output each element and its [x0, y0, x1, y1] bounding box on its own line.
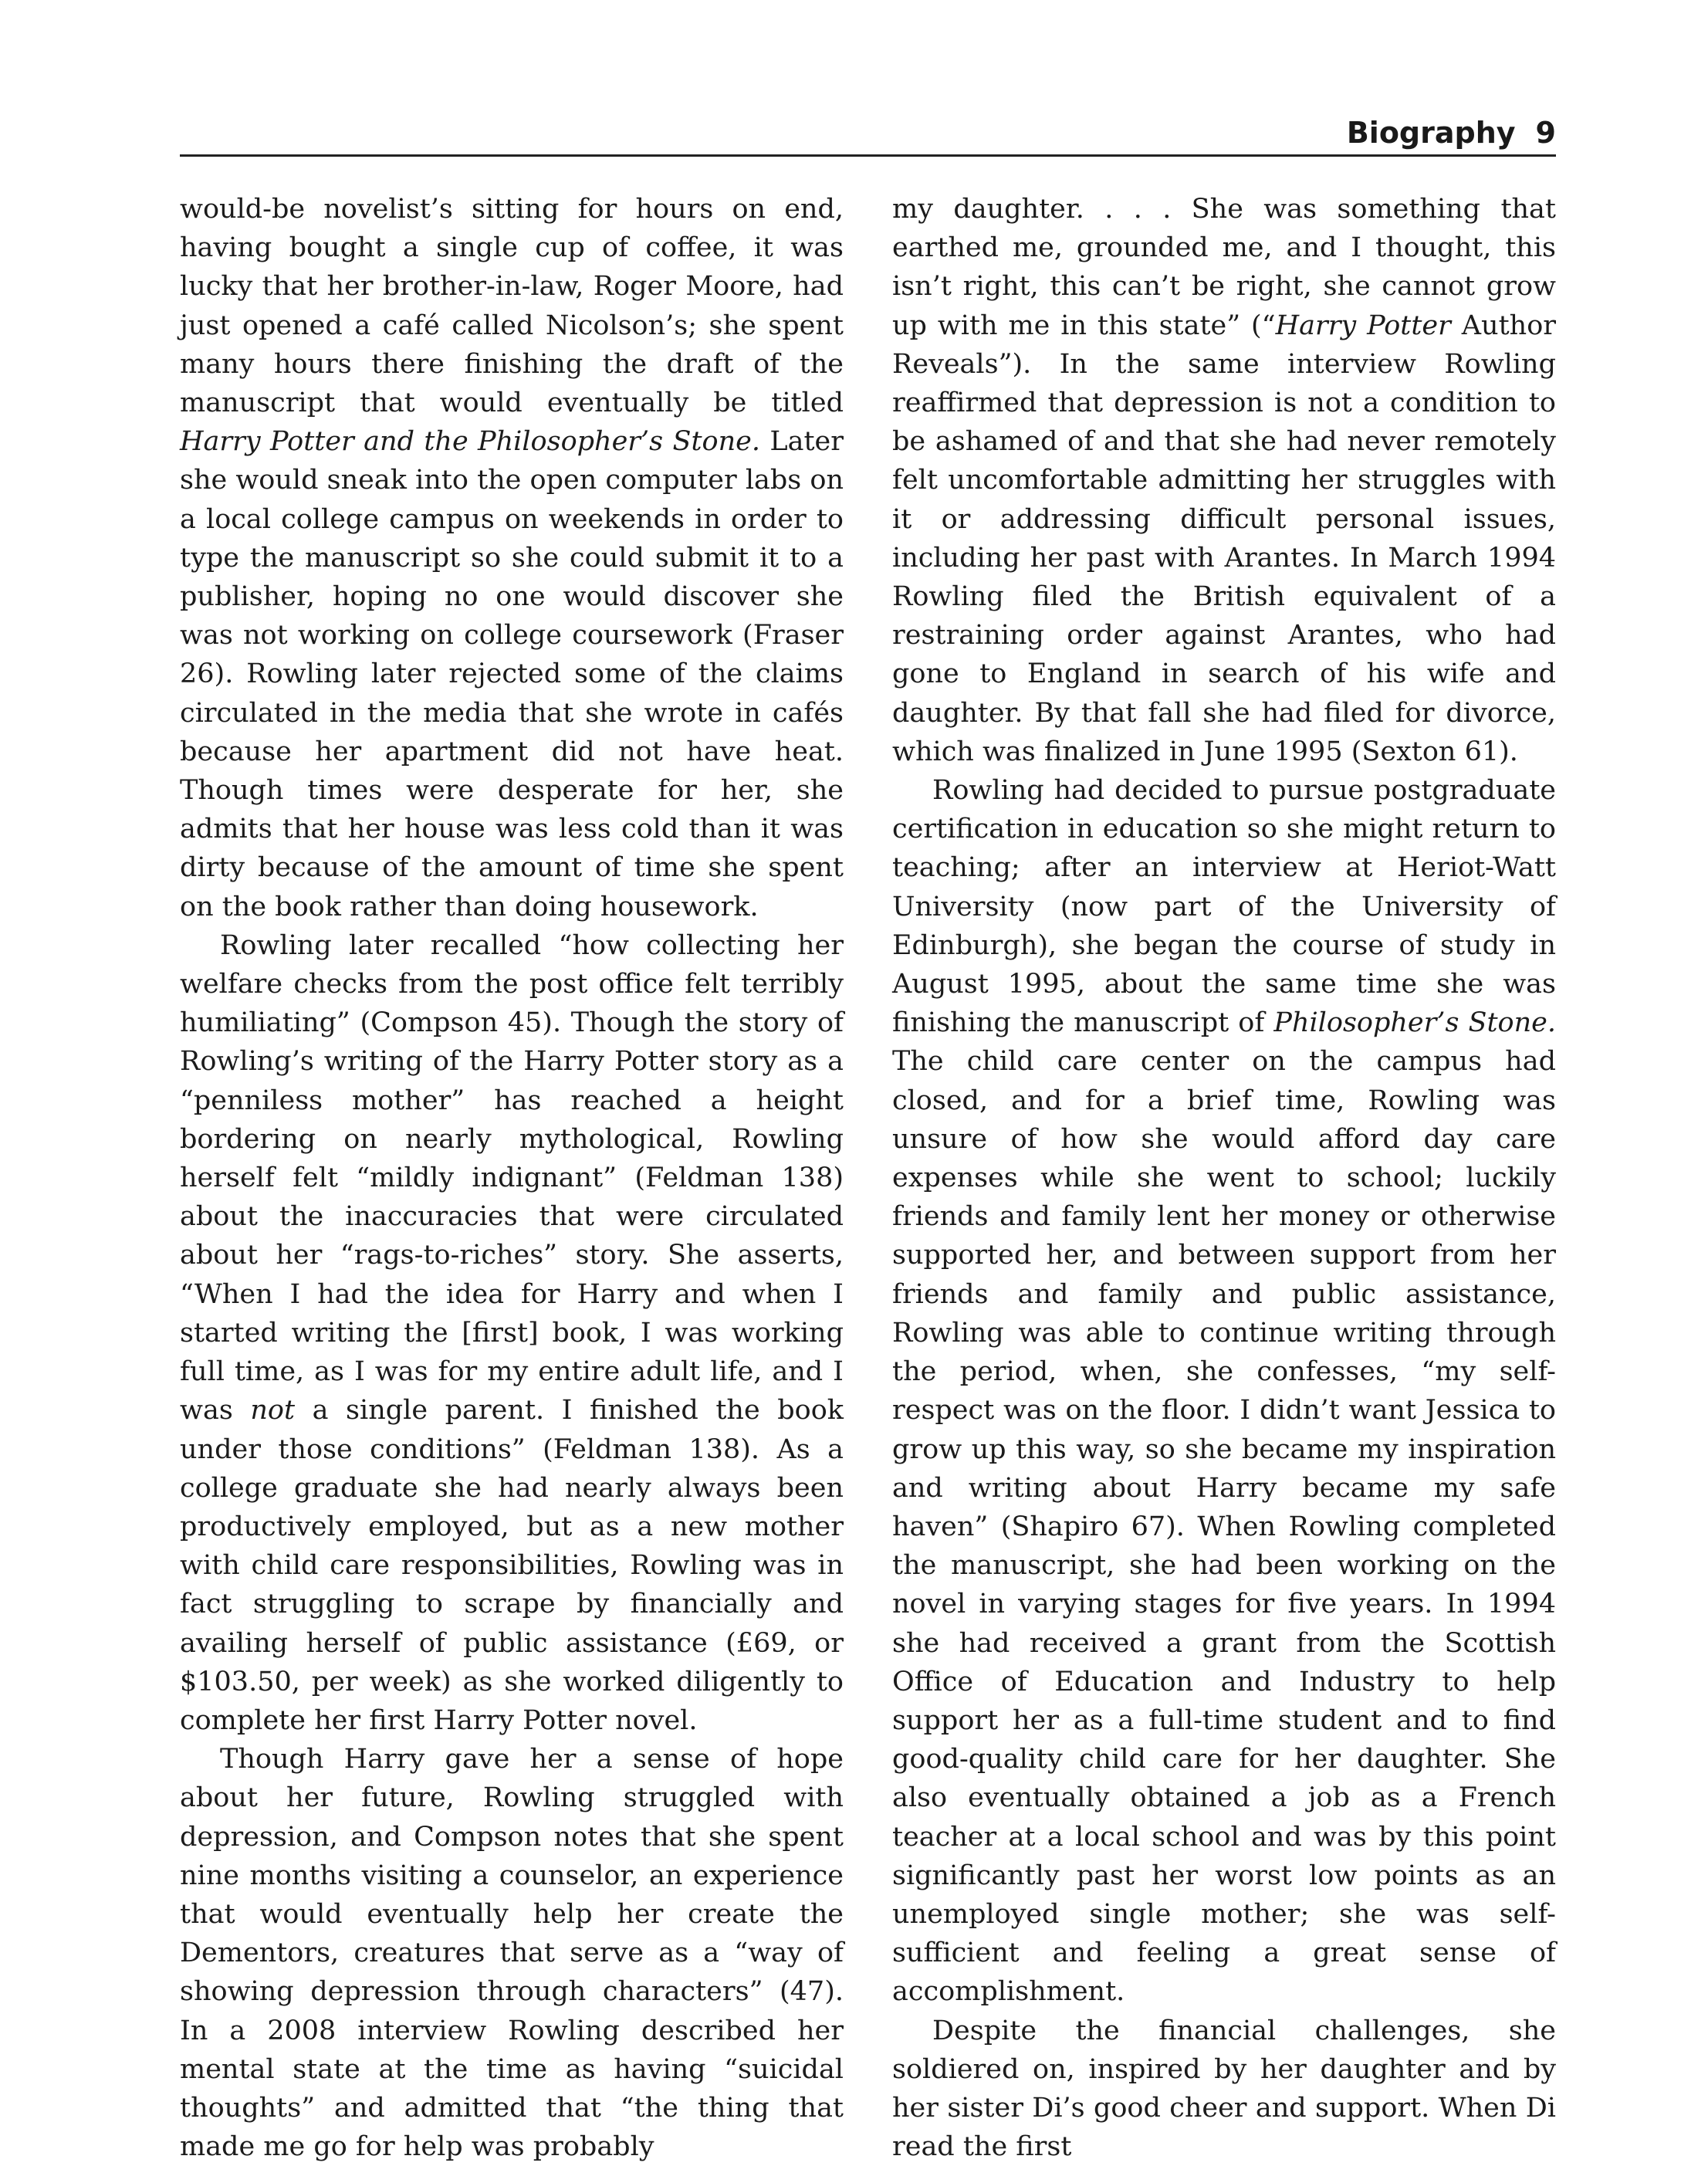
italic-text: Harry Potter [1275, 310, 1451, 341]
text-run: would-be novelist’s sitting for hours on end, having bought a single cup of coffee, it was lucky that her brother-in-law, Roger Moore, had just opened a café called Nicolson’s; she spent many hours there finishing the draft of the manuscript that would eventually be titled [180, 194, 844, 419]
italic-text: Harry Potter and the Philosopher’s Stone. [180, 426, 760, 458]
italic-text: not [250, 1395, 296, 1427]
text-run: Author Reveals”). In the same interview Rowling reaffirmed that depression is not a condition to be ashamed of and that she had never remotely felt uncomfortable admitting her struggles with it or addressing difficult personal issues, including her past with Arantes. In March 1994 Rowling filed the British equivalent of a restraining order against Arantes, who had gone to England in search of his wife and daughter. By that fall she had filed for divorce, which was finalized in June 1995 (Sexton 61). [892, 310, 1556, 767]
italic-text: Philosopher’s Stone. [1273, 1007, 1556, 1039]
text-run: Though Harry gave her a sense of hope about her future, Rowling struggled with depression, and Compson notes that she spent nine months visiting a counselor, an experience that would eventually help her create the Dementors, creatures that serve as a “way of showing depression through characters” (47). In a 2008 interview Rowling described her mental state at the time as having “suicidal thoughts” and admitted that “the thing that made me go for help was probably [180, 1744, 844, 2163]
paragraph [892, 771, 1556, 2012]
text-run: my daughter. . . . She was something that earthed me, grounded me, and I thought, this isn’t right, this can’t be right, she cannot grow up with me in this state” (“ [892, 194, 1556, 341]
text-run: The child care center on the campus had closed, and for a brief time, Rowling was unsure of how she would afford day care expenses while she went to school; luckily friends and family lent her money or otherwise supported her, and between support from her friends and family and public assistance, Rowling was able to continue writing through the period, when, she confesses, “my self-respect was on the floor. I didn’t want Jessica to grow up this way, so she became my inspiration and writing about Harry became my safe haven” (Shapiro 67). When Rowling completed the manuscript, she had been working on the novel in varying stages for five years. In 1994 she had received a grant from the Scottish Office of Education and Industry to help support her as a full-time student and to find good-quality child care for her daughter. She also eventually obtained a job as a French teacher at a local school and was by this point significantly past her worst low points as an unemployed single mother; she was self-sufficient and feeling a great sense of accomplishment. [892, 1046, 1556, 2008]
page-number: 9 [1535, 116, 1556, 150]
text-run: Rowling later recalled “how collecting her welfare checks from the post office felt terribly humiliating” (Compson 45). Though the story of Rowling’s writing of the Harry Potter story as a “penniless mother” has reached a height bordering on nearly mythological, Rowling herself felt “mildly indignant” (Feldman 138) about the inaccuracies that were circulated about her “rags-to-riches” story. She asserts, “When I had the idea for Harry and when I started writing the [first] book, I was working full time, as I was for my entire adult life, and I was [180, 929, 844, 1427]
paragraph [892, 190, 1556, 771]
text-run: Later she would sneak into the open computer labs on a local college campus on weekends in order to type the manuscript so she could submit it to a publisher, hoping no one would discover she was not working on college coursework (Fraser 26). Rowling later rejected some of the claims circulated in the media that she wrote in cafés because her apartment did not have heat. Though times were desperate for her, she admits that her house was less cold than it was dirty because of the amount of time she spent on the book rather than doing housework. [180, 426, 844, 922]
text-run: Rowling had decided to pursue postgraduate certification in education so she might return to teaching; after an interview at Heriot-Watt University (now part of the University of Edinburgh), she began the course of study in August 1995, about the same time she was finishing the manuscript of [892, 775, 1556, 1039]
text-run: Despite the financial challenges, she soldiered on, inspired by her daughter and by her sister Di’s good cheer and support. When Di read the first [892, 2015, 1556, 2163]
header-rule [180, 154, 1556, 157]
paragraph [892, 2012, 1556, 2166]
paragraph [180, 926, 844, 1740]
paragraph [180, 1740, 844, 2166]
section-title: Biography [1346, 116, 1516, 150]
right-column [892, 190, 1556, 2166]
left-column [180, 190, 844, 2166]
text-run: a single parent. I finished the book under those conditions” (Feldman 138). As a college graduate she had nearly always been productively employed, but as a new mother with child care responsibilities, Rowling was in fact struggling to scrape by financially and availing herself of public assistance (£69, or $103.50, per week) as she worked diligently to complete her first Harry Potter novel. [180, 1395, 844, 1736]
running-head [180, 114, 1556, 151]
paragraph [180, 190, 844, 926]
